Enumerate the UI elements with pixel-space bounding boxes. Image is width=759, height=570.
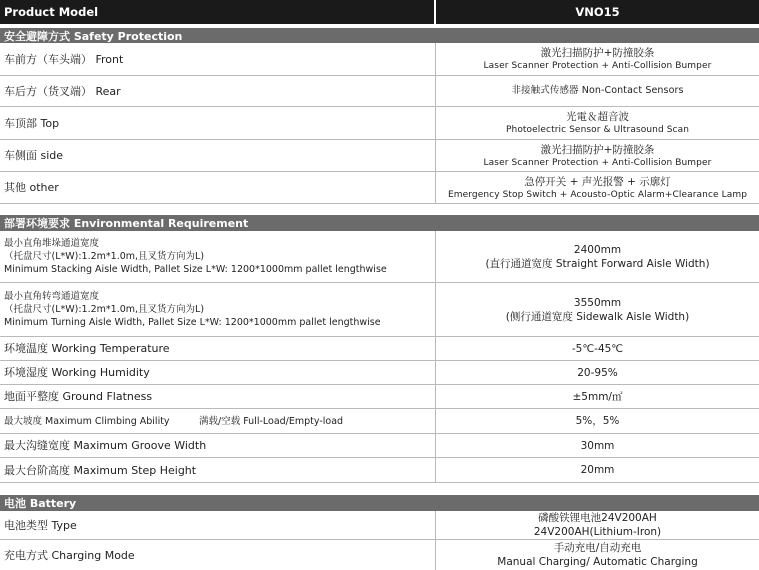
row-value: 2400mm: [573, 243, 622, 256]
table-row: [0, 540, 759, 570]
row-label: 环境温度 Working Temperature: [4, 342, 170, 355]
section-title: 电池 Battery: [4, 497, 77, 510]
table-row: [0, 231, 759, 283]
section-title: 部署环境要求 Environmental Requirement: [4, 217, 249, 230]
table-row: [0, 140, 759, 172]
row-label: 环境湿度 Working Humidity: [4, 366, 150, 379]
row-label: 地面平整度 Ground Flatness: [4, 390, 153, 403]
table-row: [0, 337, 759, 361]
row-value-sub: (直行通道宽度 Straight Forward Aisle Width): [485, 257, 710, 270]
table-header: [0, 0, 759, 24]
row-value: 手动充电/自动充电: [553, 542, 642, 554]
table-row: [0, 361, 759, 385]
table-row: [0, 283, 759, 337]
row-label: 车顶部 Top: [4, 116, 60, 130]
row-label: 最大坡度 Maximum Climbing Ability: [4, 415, 170, 427]
section-battery: [0, 495, 759, 511]
row-value: 20-95%: [577, 366, 618, 379]
row-label: 最大沟缝宽度 Maximum Groove Width: [4, 439, 207, 452]
row-value: -5℃-45℃: [571, 342, 624, 355]
model-value: VNO15: [575, 5, 620, 19]
row-label-note: （托盘尺寸(L*W):1.2m*1.0m,且叉货方向为L): [4, 251, 205, 262]
table-row: [0, 172, 759, 204]
row-label: 车侧面 side: [4, 149, 64, 162]
row-label-right: 满载/空载 Full-Load/Empty-load: [199, 415, 344, 427]
row-label-en: Minimum Stacking Aisle Width, Pallet Size L*W: 1200*1000mm pallet lengthwise: [4, 264, 387, 275]
row-label-note: （托盘尺寸(L*W):1.2m*1.0m,且叉货方向为L): [4, 304, 205, 315]
table-row: [0, 43, 759, 76]
row-label: 最小直角堆垛通道宽度: [4, 238, 100, 249]
section-title: 安全避障方式 Safety Protection: [4, 29, 183, 43]
row-value: ±5mm/㎡: [572, 390, 623, 403]
row-label: 车前方（车头端） Front: [4, 52, 124, 66]
table-row: [0, 76, 759, 107]
row-value-sub: Manual Charging/ Automatic Charging: [497, 556, 698, 568]
table-row: [0, 434, 759, 458]
row-label-en: Minimum Turning Aisle Width, Pallet Size L*W: 1200*1000mm pallet lengthwise: [4, 317, 381, 328]
row-value: 20mm: [580, 464, 615, 476]
table-row: [0, 458, 759, 483]
row-label: 最小直角转弯通道宽度: [4, 291, 100, 302]
row-value: 磷酸铁锂电池24V200AH: [538, 512, 657, 524]
row-value-sub: Laser Scanner Protection + Anti-Collision Bumper: [483, 61, 712, 71]
row-label: 车后方（货叉端） Rear: [4, 84, 121, 98]
row-value: 3550mm: [573, 296, 622, 309]
row-value-sub: (侧行通道宽度 Sidewalk Aisle Width): [505, 310, 690, 323]
section-safety: [0, 28, 759, 43]
table-row: [0, 385, 759, 409]
row-value-sub: 24V200AH(Lithium-Iron): [533, 526, 662, 538]
row-value: 30mm: [580, 439, 615, 452]
row-label: 充电方式 Charging Mode: [4, 548, 135, 562]
row-label: 其他 other: [4, 181, 59, 194]
product-model-label: Product Model: [4, 5, 99, 19]
row-value: 激光扫描防护+防撞胶条: [540, 143, 655, 156]
row-value: 非接触式传感器 Non-Contact Sensors: [511, 85, 684, 96]
row-value: 急停开关 + 声光报警 + 示廓灯: [524, 175, 671, 188]
table-row: [0, 107, 759, 140]
section-environment: [0, 215, 759, 231]
row-label: 最大台阶高度 Maximum Step Height: [4, 463, 197, 477]
row-value-sub: Laser Scanner Protection + Anti-Collision Bumper: [483, 157, 712, 168]
row-value: 光電＆超音波: [566, 111, 629, 123]
table-row: [0, 511, 759, 540]
row-value: 5%，5%: [575, 415, 620, 427]
row-value-sub: Photoelectric Sensor & Ultrasound Scan: [505, 125, 689, 135]
row-value-sub: Emergency Stop Switch + Acousto-Optic Alarm+Clearance Lamp: [447, 189, 748, 200]
row-value: 激光扫描防护+防撞胶条: [540, 47, 655, 59]
row-label: 电池类型 Type: [4, 518, 77, 532]
table-row: [0, 409, 759, 434]
